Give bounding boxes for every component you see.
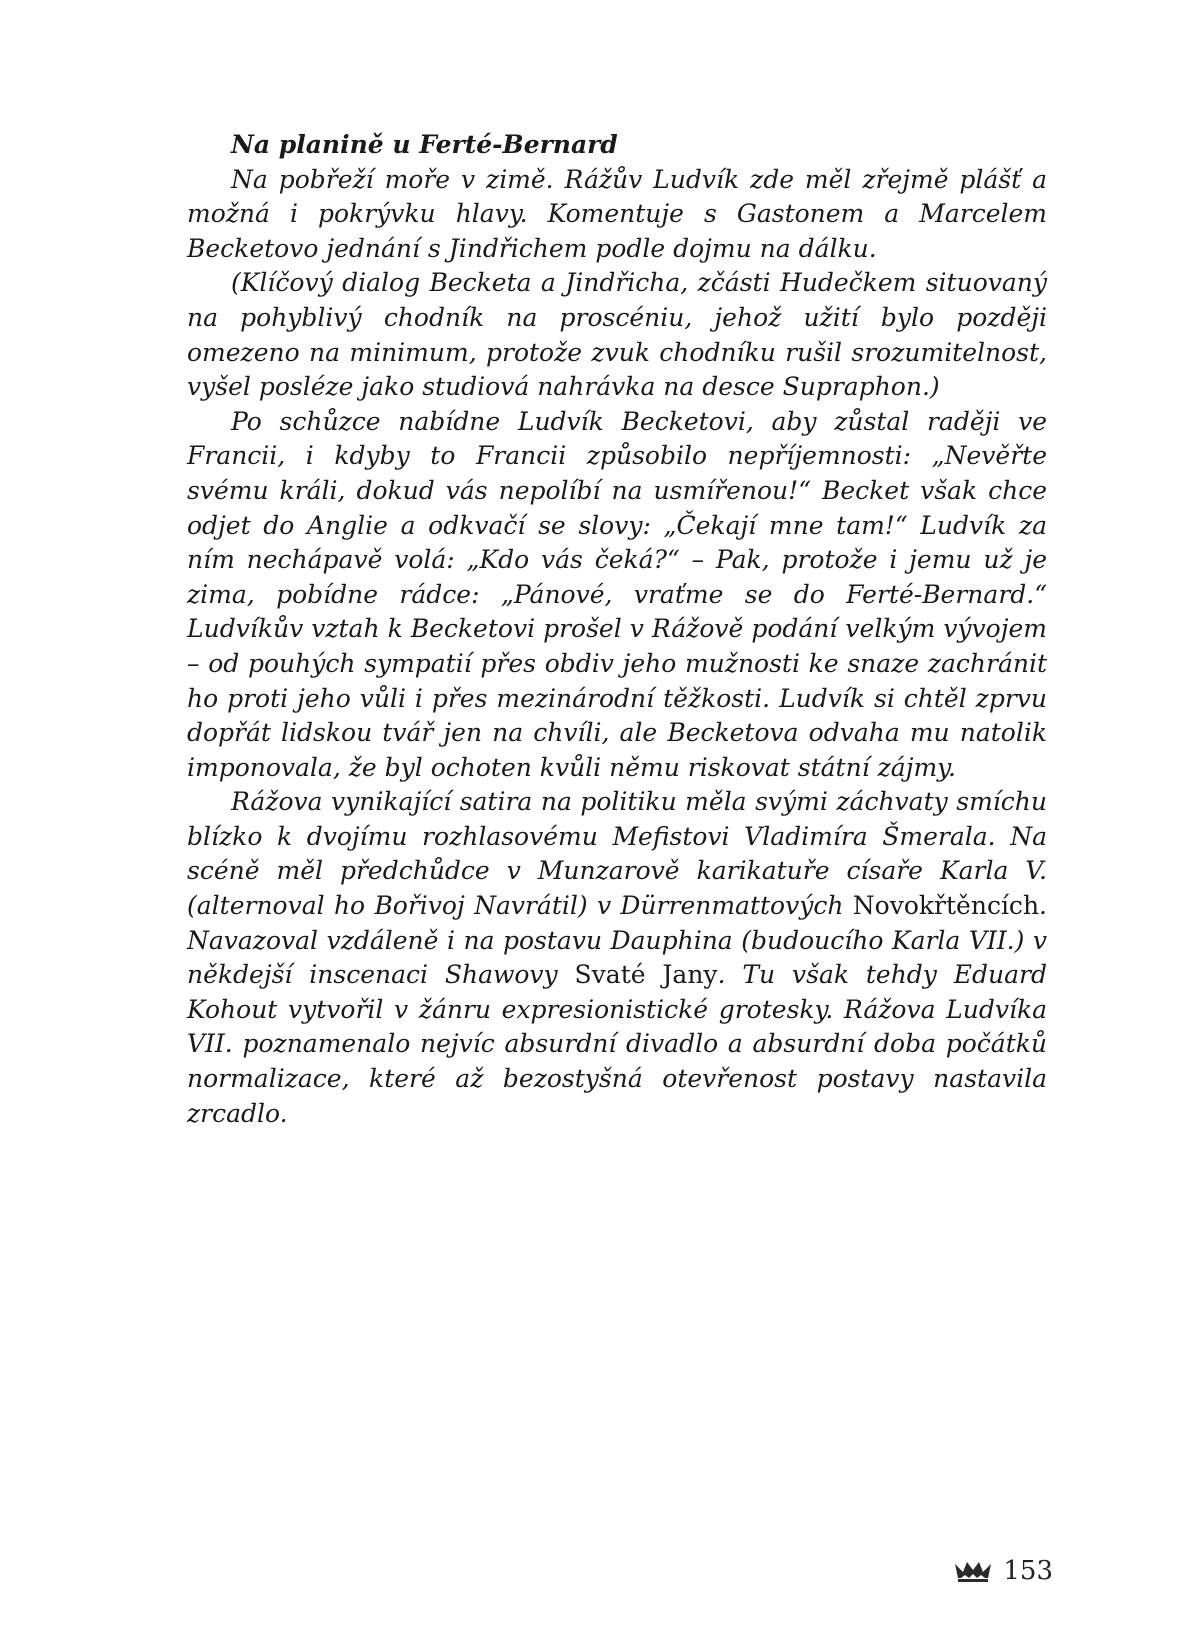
paragraph-3: Po schůzce nabídne Ludvík Becketovi, aby zůstal raději ve Francii, i kdyby to Francii způsobilo nepříjemnosti: „Nevěřte svému králi, dokud vás nepolíbí na usmířenou!“ Becket však chce odjet do Anglie a odkvačí se slovy: „Čekají mne tam!“ Ludvík za ním nechápavě volá: „Kdo vás čeká?“ – Pak, protože i jemu už je zima, pobídne rádce: „Pánové, vraťme se do Ferté-Bernard.“ Ludvíkův vztah k Becketovi prošel v Rážově podání velkým vývojem – od pouhých sympatií přes obdiv jeho mužnosti ke snaze zachránit ho proti jeho vůli i přes mezinárodní těžkosti. Ludvík si chtěl zprvu dopřát lidskou tvář jen na chvíli, ale Becketova odvaha mu natolik imponovala, že byl ochoten kvůli němu riskovat státní zájmy. bbox=[187, 406, 1047, 782]
paragraph-4-part-b: . Navazoval vzdáleně i na postavu Dauphina (budoucího Karla VII.) v někdejší inscenaci Shawovy bbox=[187, 891, 1047, 990]
page-number: 153 bbox=[1003, 1556, 1053, 1586]
crown-icon bbox=[953, 1558, 993, 1584]
paragraph-4-part-c: . Tu však tehdy Eduard Kohout vytvořil v žánru expresionistické grotesky. Rážova Ludvíka VII. poznamenalo nejvíc absurdní divadlo a absurdní doba počátků normalizace, které až bezostyšná otevřenost postavy nastavila zrcadlo. bbox=[187, 960, 1047, 1128]
paragraph-1: Na pobřeží moře v zimě. Rážův Ludvík zde měl zřejmě plášť a možná i pokrývku hlavy. Komentuje s Gastonem a Marcelem Becketovo jednání s Jindřichem podle dojmu na dálku. bbox=[187, 164, 1047, 263]
main-text bbox=[187, 128, 1047, 1131]
paragraph-4-part-a: Rážova vynikající satira na politiku měla svými záchvaty smíchu blízko k dvojímu rozhlasovému Mefistovi Vladimíra Šmerala. Na scéně měl předchůdce v Munzarově karikatuře císaře Karla V. (alternoval ho Bořivoj Navrátil) v Dürrenmattových bbox=[187, 787, 1047, 921]
work-title-novokrtenci: Novokřtěncích bbox=[852, 891, 1040, 921]
paragraph-2: (Klíčový dialog Becketa a Jindřicha, zčásti Hudečkem situovaný na pohyblivý chodník na proscéniu, jehož užití bylo později omezeno na minimum, protože zvuk chodníku rušil srozumitelnost, vyšel posléze jako studiová nahrávka na desce Supraphon.) bbox=[187, 268, 1047, 402]
work-title-svate-jany: Svaté Jany bbox=[574, 960, 718, 990]
section-heading: Na planině u Ferté-Bernard bbox=[231, 130, 618, 159]
page-footer bbox=[953, 1556, 1053, 1586]
paragraph-4 bbox=[187, 785, 1047, 1131]
